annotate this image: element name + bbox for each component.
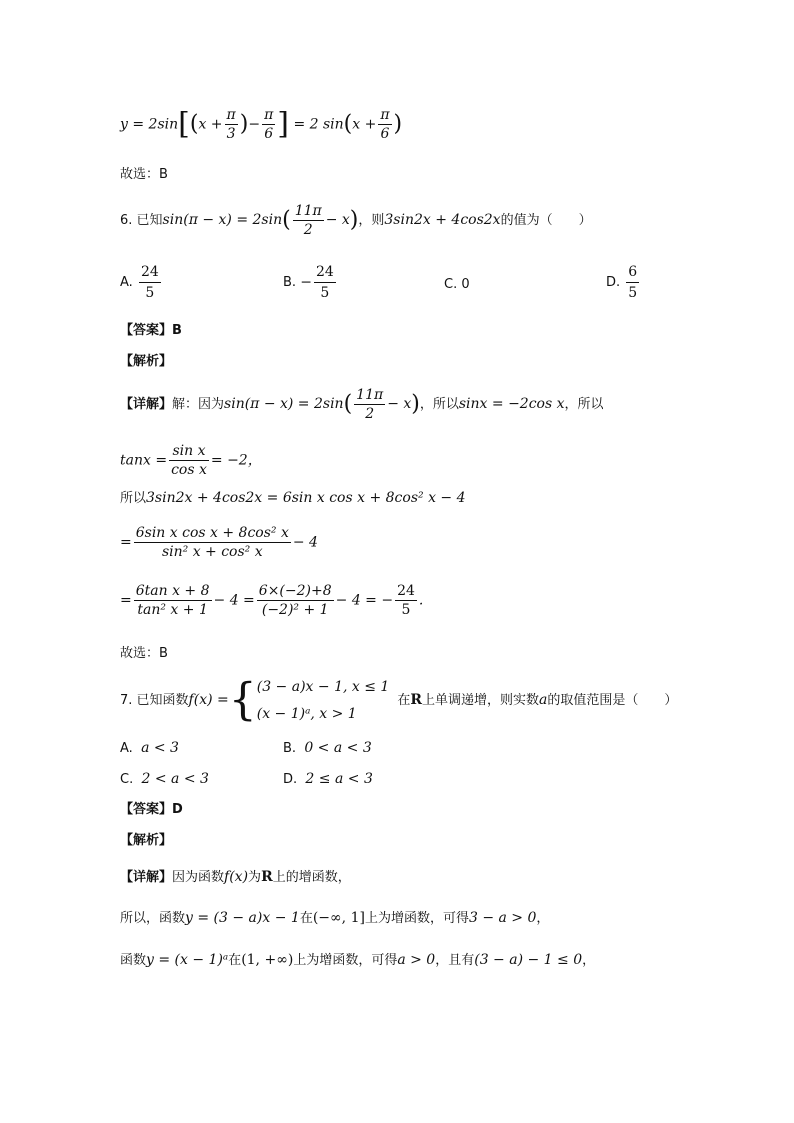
fraction-step-1 [134,526,291,559]
frac-num: 24 [140,264,159,280]
question-7-fx: f(x) = [188,692,229,709]
option-fraction [139,264,161,301]
case-2: (x − 1)ᵃ, x > 1 [256,705,357,722]
frac-num: sin x [172,443,206,459]
detail-text: ， [582,953,596,968]
detail-text: 在 [299,911,313,926]
frac-num: 11π [356,387,384,403]
detail-text: ，所以 [564,397,604,412]
frac-num: π [264,107,274,123]
question-6-expr2: 3sin2x + 4cos2x [384,212,501,228]
question-6-expr: sin(π − x) = 2sin [162,212,283,228]
detail-label: 【详解】 [120,870,173,885]
step-1-line [120,526,318,559]
formula-inner: x + [352,116,377,133]
detail-text: 解：因为 [172,397,225,412]
option-a [120,264,163,301]
option-label: D. [283,772,298,787]
formula-rhs: = 2 sin [293,116,344,133]
question-6-text: ，则 [358,213,385,228]
tan-line [120,444,262,477]
frac-den: sin² x + cos² x [134,542,291,559]
detail-expr-tail: − x [387,396,412,412]
detail-text: 上为增函数，可得 [293,953,398,968]
question-7-text: 上单调递增，则实数 [421,693,539,709]
step-mid: − 4 = − [335,592,394,609]
frac-num: 6sin x cos x + 8cos² x [135,525,289,541]
step-eq: = [120,534,132,551]
frac-num: π [380,107,390,123]
option-d [606,264,641,301]
option-c [120,771,209,787]
detail-text: 上的增函数， [272,870,351,885]
case-1: (3 − a)x − 1, x ≤ 1 [256,679,390,695]
frac-num: 24 [315,264,334,280]
frac-den: 2 [354,404,385,421]
frac-num: 24 [397,583,415,599]
question-7: 7. 已知函数f(x) ={ (3 − a)x − 1, x ≤ 1 (x − 1)ᵃ, x > 1 在R上单调递增，则实数a的取值范围是（ ） [120,674,678,726]
detail-text: 所以，函数 [120,911,186,926]
detail-text: 上为增函数，可得 [364,911,469,926]
so-text: 所以 [120,491,147,506]
detail-expr: 3 − a > 0 [468,910,537,926]
fraction-pi-6 [262,108,275,141]
analysis-label: 【解析】 [120,354,173,369]
answer-label: 【答案】B [120,323,182,338]
tan-rhs: = −2， [210,452,262,469]
question-6-number: 6. 已知 [120,213,163,228]
detail-text: 因为函数 [172,870,225,885]
option-b [283,740,372,756]
option-value: 0 [461,277,470,292]
frac-num: 6×(−2)+8 [258,583,332,599]
detail-expr: y = (3 − a)x − 1 [185,910,300,926]
option-a [120,740,179,756]
so-expr: 3sin2x + 4cos2x = 6sin x cos x + 8cos² x − 4 [146,490,466,506]
fraction-11pi-2 [354,388,385,421]
option-value: 0 < a < 3 [304,740,372,756]
option-label: D. [606,275,621,290]
fraction-pi-6b [378,108,391,141]
frac-den: 5 [139,282,161,301]
frac-den: 5 [314,282,336,301]
detail-expr: y = (x − 1)ᵃ [146,952,229,968]
detail-line-q7-2 [120,911,549,925]
option-label: C. [120,772,134,787]
detail-text: 在 [228,953,242,968]
option-label: C. [444,277,458,292]
fraction-numeric [257,584,334,617]
formula-inner: x + [198,116,223,133]
detail-line-1: 【详解】解：因为sin(π − x) = 2sin( $\frac{11\pi}{2}$ − x)，所以sinx = −2cos x，所以 [120,387,604,422]
detail-label: 【详解】 [120,397,173,412]
tan-lhs: tanx = [120,452,168,469]
frac-den: 6 [262,124,275,141]
question-7-suffix: 的取值范围是（ ） [547,693,678,709]
step-eq: = [120,592,132,609]
frac-den: 5 [395,600,417,617]
option-label: B. [283,275,297,290]
answer-choice-line: 故选：B [120,646,168,661]
frac-den: 2 [293,220,324,237]
detail-text: ，所以 [419,397,459,412]
fraction-tan [134,584,212,617]
frac-den: 3 [225,124,238,141]
question-7-number: 7. 已知函数 [120,693,189,709]
option-fraction [626,264,639,301]
answer-choice-line: 故选：B [120,167,168,182]
set-R: R [261,869,273,885]
option-label: A. [120,741,133,756]
detail-expr2: sinx = −2cos x [458,396,565,412]
detail-line-q7-1 [120,870,351,884]
frac-num: 11π [294,203,322,219]
option-d [283,771,373,787]
formula-line-1: y = 2sin[(x + $\frac{\pi}{3}$ )− $\frac{\pi}{6}$ ] = 2 sin(x + $\frac{\pi}{6}$ ) [120,106,403,142]
option-fraction [314,264,336,301]
option-b [283,264,338,301]
option-value: 2 < a < 3 [141,771,209,787]
piecewise-cases [257,674,390,727]
frac-den: cos x [171,462,207,478]
option-value: a < 3 [141,740,179,756]
answer-label: 【答案】D [120,802,183,817]
detail-text: 为 [248,870,262,885]
fraction-11pi-2 [293,204,324,237]
detail-expr: a > 0 [397,952,436,968]
minus-sign: − [248,116,261,133]
detail-expr: f(x) [224,869,249,885]
frac-num: 6tan x + 8 [135,583,210,599]
fraction-result [395,584,417,617]
question-6-suffix: 的值为（ ） [500,213,592,228]
frac-den: tan² x + 1 [134,600,212,617]
detail-line-q7-3 [120,953,595,967]
frac-den: 6 [378,124,391,141]
formula-lhs: y = 2sin [120,116,179,133]
analysis-label: 【解析】 [120,833,173,848]
frac-den: (−2)² + 1 [257,600,334,617]
detail-text: ， [536,911,550,926]
variable-a: a [538,692,548,709]
step-tail: − 4 [292,534,318,551]
detail-text: ，且有 [435,953,475,968]
detail-interval: (−∞, 1] [312,910,365,926]
option-label: B. [283,741,297,756]
step-end: . [418,592,424,609]
step-2-line [120,584,423,617]
so-line [120,491,466,505]
set-R: R [410,692,422,709]
frac-num: π [226,107,236,123]
question-6: 6. 已知sin(π − x) = 2sin( $\frac{11\pi}{2}$ − x)，则3sin2x + 4cos2x的值为（ ） [120,203,592,238]
detail-expr: sin(π − x) = 2sin [224,396,344,412]
frac-den: 5 [626,282,639,301]
detail-text: 函数 [120,953,147,968]
detail-interval: (1, +∞) [241,952,294,968]
option-label: A. [120,275,133,290]
option-sign: − [300,274,312,291]
fraction-sin-cos [169,444,209,477]
fraction-pi-3 [225,108,238,141]
option-value: 2 ≤ a < 3 [305,771,373,787]
detail-expr: (3 − a) − 1 ≤ 0 [474,952,583,968]
step-mid: − 4 = [213,592,255,609]
option-c [444,277,470,292]
question-6-expr-tail: − x [325,212,350,228]
question-7-text: 在 [397,693,411,709]
frac-num: 6 [628,264,638,280]
